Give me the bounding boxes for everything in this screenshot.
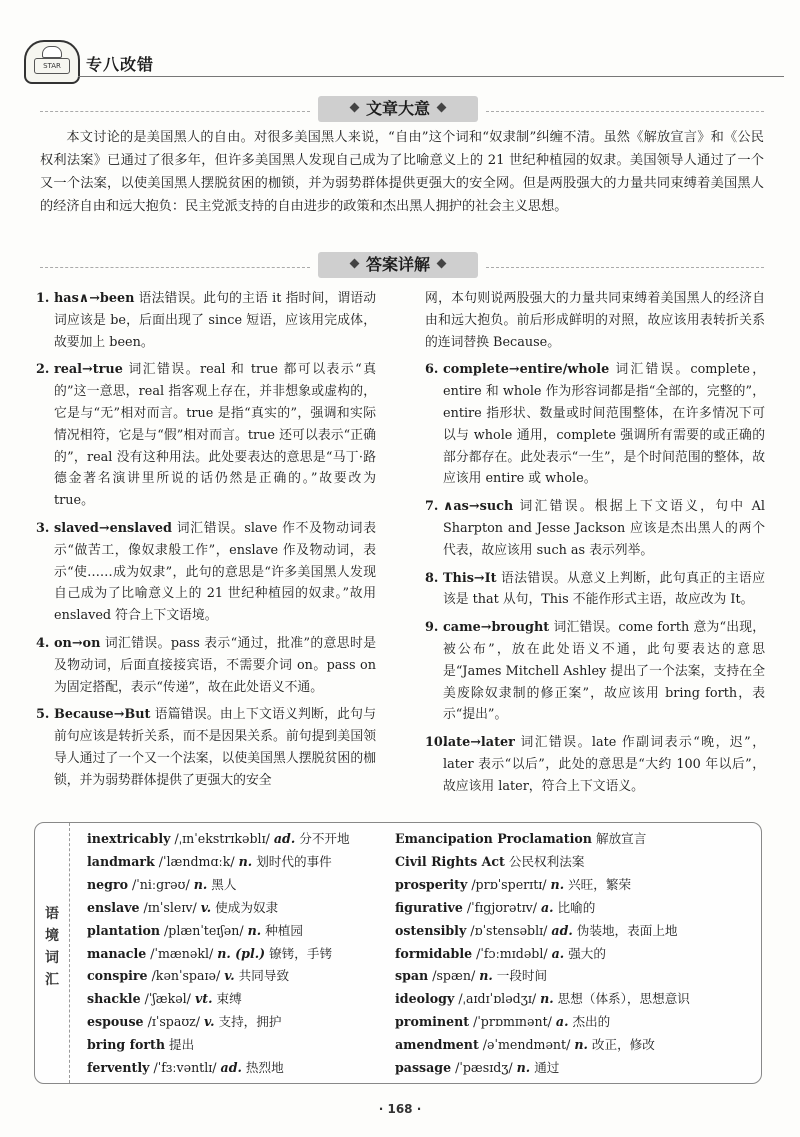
answer-item-6: 6. complete→entire/whole 词汇错误。complete，entire 和 whole 作为形容词都是指“全部的，完整的”，entire 指形状、数量或时间范围整体，在许多情况下可以与 whole 通用，complete 强调所有需要的或正确的部分都存在。此处表示“一生”，是个时间范围的整体，故应该用 entire 或 whole。 [425,362,765,487]
header-divider [78,76,784,77]
vocab-meaning: 伪装地，表面上地 [572,922,678,938]
vocab-entry [395,828,755,851]
vocab-phonetic: /ˌɪnˈekstrɪkəblɪ/ [170,831,274,846]
diamond-icon [350,259,360,269]
heading-rule-right [486,111,764,112]
logo-badge-icon [24,40,80,84]
vocab-entry [87,874,387,897]
vocab-phonetic: /ˈlændmɑːk/ [154,853,239,869]
vocab-word: passage [395,1060,452,1076]
summary-paragraph: 本文讨论的是美国黑人的自由。对很多美国黑人来说，“自由”这个词和“奴隶制”纠缠不清。虽然《解放宣言》和《公民权利法案》已通过了很多年，但许多美国黑人发现自己成为了比喻意义上的 21 世纪种植园的奴隶。美国领导人通过了一个又一个法案，以使美国黑人摆脱贫困的枷锁，并为弱势群体提供更强大的安全网。但是两股强大的力量共同束缚着美国黑人的经济自由和远大抱负：民主党派支持的自由进步的政策和杰出黑人拥护的社会主义思想。 [40,130,764,214]
answer-correction: slaved→enslaved [54,520,172,536]
answer-item-7: 7. ∧as→such 词汇错误。根据上下文语义，句中 Al Sharpton and Jesse Jackson 应该是杰出黑人的两个代表，故应该用 such as 表示列举。 [425,499,765,558]
vocab-meaning: 划时代的事件 [252,853,332,869]
vocab-entry [87,897,387,920]
answer-explanation: 词汇错误。late 作副词表示“晚，迟”，later 表示“以后”，此处的意思是“大约 100 年以后”，故应该用 later，符合上下文语义。 [443,735,765,794]
vocabulary-label: 语 境 词 汇 [45,906,59,988]
answers-heading: 答案详解 [365,255,430,274]
vocab-part-of-speech: v. [200,899,212,915]
section-header-title: 专八改错 [86,55,155,74]
vocab-phonetic: /ˈniːgrəʊ/ [128,876,194,892]
vocab-entry [87,1034,387,1057]
vocab-entry [395,1034,755,1057]
vocab-part-of-speech: a. [551,945,565,961]
answer-item-4: 4. on→on 词汇错误。pass 表示“通过，批准”的意思时是及物动词，后面直接接宾语，不需要介词 on。pass on 为固定搭配，表示“传递”，故在此处语义不通。 [36,635,376,695]
vocab-meaning: 黑人 [207,876,237,892]
vocab-entry [395,965,755,988]
vocab-part-of-speech: n. [574,1037,588,1053]
vocab-entry [87,851,387,874]
answer-item-5-continued [425,288,765,353]
vocab-word: shackle [87,991,141,1007]
answer-explanation: 词汇错误。pass 表示“通过，批准”的意思时是及物动词，后面直接接宾语，不需要介词 on。pass on 为固定搭配，表示“传递”，故在此处语义不通。 [54,635,376,695]
answers-heading-tag [318,252,478,278]
vocab-phonetic: /ɒˈstensəblɪ/ [466,922,552,938]
answer-explanation: 网，本句则说两股强大的力量共同束缚着美国黑人的经济自由和远大抱负。前后形成鲜明的对照，故应该用表转折关系的连词替换 Because。 [425,291,765,350]
vocab-phonetic: /spæn/ [428,968,480,984]
page-header [24,38,784,86]
vocabulary-column-right [395,828,755,1080]
vocab-meaning: 强大的 [564,945,606,961]
vocab-part-of-speech: v. [224,968,235,984]
summary-section-heading [0,96,800,126]
answer-explanation: 词汇错误。come forth 意为“出现，被公布”，放在此处语义不通，此句要表达的意思是“James Mitchell Ashley 提出了一个法案，支持在全美废除奴隶制的修正案”，故应该用 bring forth，表示“提出”。 [443,620,765,723]
vocab-phonetic: /ˈfɜːvəntlɪ/ [149,1060,221,1076]
answer-item-10: 10.late→later 词汇错误。late 作副词表示“晚，迟”，later 表示“以后”，此处的意思是“大约 100 年以后”，故应该用 later，符合上下文语义。 [425,735,765,794]
answer-explanation: 语篇错误。由上下文语义判断，此句与前句应该是转折关系，而不是因果关系。前句提到美国领导人通过了一个又一个法案，以使美国黑人摆脱贫困的枷锁，并为弱势群体提供了更强大的安全 [54,707,376,788]
vocab-word: enslave [87,899,140,915]
vocab-phonetic: /əˈmendmənt/ [478,1037,575,1053]
vocab-phonetic: /ˌaɪdɪˈɒlədʒɪ/ [454,991,541,1007]
vocab-meaning: 思想（体系），思想意识 [553,991,690,1007]
vocab-entry [395,897,755,920]
vocab-meaning: 束缚 [212,991,242,1007]
vocab-word: conspire [87,968,148,984]
vocab-phonetic: /plænˈteɪʃən/ [160,922,248,938]
vocab-meaning: 杰出的 [568,1014,611,1030]
answers-column-left [36,288,376,798]
answer-item-9: 9. came→brought 词汇错误。come forth 意为“出现，被公布”，放在此处语义不通，此句要表达的意思是“James Mitchell Ashley 提出了一个法案，支持在全美废除奴隶制的修正案”，故应该用 bring forth，表示“提出”。 [425,620,765,723]
vocabulary-column-left [87,828,387,1080]
vocab-word: negro [87,876,129,892]
vocab-entry [87,988,387,1011]
vocab-meaning: 种植园 [261,922,303,938]
logo-text: STAR [34,58,70,74]
vocab-entry [87,828,387,851]
cloud-icon [42,46,62,58]
diamond-icon [350,103,360,113]
answers-section-heading [0,252,800,282]
vocab-part-of-speech: vt. [194,991,213,1007]
heading-rule-left [40,267,310,268]
answer-correction: ∧as→such [443,499,514,515]
answer-correction: late→later [443,735,515,751]
answer-explanation: 词汇错误。根据上下文语义，句中 Al Sharpton and Jesse Jackson 应该是杰出黑人的两个代表，故应该用 such as 表示列举。 [443,499,765,558]
diamond-icon [437,103,447,113]
answer-explanation: 语法错误。此句的主语 it 指时间，谓语动词应该是 be，后面出现了 since 短语，应该用完成体，故要加上 been。 [54,291,376,350]
vocab-part-of-speech: a. [540,899,554,915]
answer-item-2: 2. real→true 词汇错误。real 和 true 都可以表示“真的”这一意思，real 指客观上存在，并非想象或虚构的，它是与“无”相对而言。true 是指“真实的”，强调和实际情况相符，它是与“假”相对而言。true 还可以表示“正确的”，real 没有这种用法。此处要表达的意思是“马丁·路德金著名演讲里所说的话仍然是正确的。”故要改为 true。 [36,362,376,509]
answer-explanation: 词汇错误。slave 作不及物动词表示“做苦工，像奴隶般工作”，enslave 作及物动词，表示“使……成为奴隶”，此句的意思是“许多美国黑人发现自己成为了比喻意义上的 21 世纪种植园的奴隶。”故用 enslaved 符合上下文语境。 [54,520,376,624]
vocab-word: prosperity [395,876,468,892]
vocab-word: Civil Rights Act [395,853,505,869]
answer-item-3: 3. slaved→enslaved 词汇错误。slave 作不及物动词表示“做苦工，像奴隶般工作”，enslave 作及物动词，表示“使……成为奴隶”，此句的意思是“许多美国黑人发现自己成为了比喻意义上的 21 世纪种植园的奴隶。”故用 enslaved 符合上下文语境。 [36,520,376,624]
vocab-entry [87,920,387,943]
vocab-word: formidable [395,945,473,961]
vocab-word: figurative [395,899,463,915]
answer-explanation: 词汇错误。real 和 true 都可以表示“真的”这一意思，real 指客观上存在，并非想象或虚构的，它是与“无”相对而言。true 是指“真实的”，强调和实际情况相符，它是与“假”相对而言。true 还可以表示“正确的”，real 没有这种用法。此处要表达的意思是“马丁·路德金著名演讲里所说的话仍然是正确的。”故要改为 true。 [54,362,376,509]
vocab-meaning: 提出 [169,1037,195,1053]
answers-column-right [425,288,765,804]
vocab-phonetic: /ˈprɒmɪnənt/ [469,1014,556,1030]
vocab-part-of-speech: n. (pl.) [217,945,266,961]
vocab-word: espouse [87,1014,144,1030]
vocab-meaning: 解放宣言 [595,831,647,846]
vocab-entry [395,851,755,874]
vocab-entry [87,943,387,966]
vocab-word: bring forth [87,1037,165,1053]
answer-correction: has∧→been [54,291,135,306]
vocab-meaning: 比喻的 [553,899,596,915]
vocab-word: landmark [87,853,155,869]
vocab-meaning: 兴旺，繁荣 [564,876,632,892]
vocab-part-of-speech: n. [479,968,493,984]
vocab-entry [395,920,755,943]
vocab-entry [87,1057,387,1080]
vocab-part-of-speech: n. [550,876,565,892]
vocab-phonetic: /ˈpæsɪdʒ/ [451,1060,517,1076]
vocab-part-of-speech: n. [247,922,262,938]
vocab-entry [395,874,755,897]
vocab-word: inextricably [87,831,171,846]
vocab-word: Emancipation Proclamation [395,831,592,846]
vocab-part-of-speech: a. [555,1014,569,1030]
answer-item-8: 8. This→It 语法错误。从意义上判断，此句真正的主语应该是 that 从句，This 不能作形式主语，故应改为 It。 [425,570,765,608]
vocab-phonetic: /ɪˈspaʊz/ [143,1014,205,1030]
vocab-phonetic: /ˈmænəkl/ [146,945,218,961]
vocab-entry [395,1011,755,1034]
vocab-part-of-speech: v. [204,1014,215,1030]
diamond-icon [437,259,447,269]
answer-correction: Because→But [54,707,151,723]
answer-correction: came→brought [443,620,550,636]
vocab-part-of-speech: n. [540,991,554,1007]
vocab-entry [87,965,387,988]
vocab-meaning: 公民权利法案 [508,853,585,869]
heading-rule-right [486,267,764,268]
vocab-meaning: 通过 [530,1060,560,1076]
vocab-meaning: 改正，修改 [587,1037,655,1053]
vocab-word: fervently [87,1060,150,1076]
vocab-word: amendment [395,1037,479,1053]
summary-heading: 文章大意 [365,99,430,118]
vocab-meaning: 使成为奴隶 [211,899,279,915]
vocab-word: ideology [395,991,455,1007]
vocab-meaning: 分不开地 [295,831,350,846]
answer-correction: complete→entire/whole [443,362,610,378]
vocab-part-of-speech: n. [516,1060,531,1076]
vocabulary-tab [35,823,70,1083]
vocab-entry [395,988,755,1011]
vocab-phonetic: /ɪnˈsleɪv/ [139,899,201,915]
summary-heading-tag [318,96,478,122]
answer-item-1: 1. has∧→been 语法错误。此句的主语 it 指时间，谓语动词应该是 be，后面出现了 since 短语，应该用完成体，故要加上 been。 [36,291,376,350]
answer-explanation: 语法错误。从意义上判断，此句真正的主语应该是 that 从句，This 不能作形式主语，故应改为 It。 [443,570,765,608]
vocab-entry [395,1057,755,1080]
vocab-word: ostensibly [395,922,467,938]
vocab-part-of-speech: ad. [551,922,573,938]
vocab-meaning: 支持，拥护 [214,1014,282,1030]
vocab-word: plantation [87,922,161,938]
vocab-word: prominent [395,1014,470,1030]
vocab-part-of-speech: ad. [273,831,296,846]
vocab-phonetic: /kənˈspaɪə/ [147,968,225,984]
page-number: · 168 · [378,1102,422,1116]
answer-correction: This→It [443,570,497,586]
heading-rule-left [40,111,310,112]
vocab-word: span [395,968,429,984]
answer-explanation: 词汇错误。complete，entire 和 whole 作为形容词都是指“全部的，完整的”，entire 指形状、数量或时间范围整体，在许多情况下可以与 whole 通用，complete 强调所有需要的或正确的部分都存在。此处表示“一生”，是个时间范围的整体，故应该用 entire 或 whole。 [443,362,765,487]
vocab-meaning: 镣铐，手铐 [265,945,333,961]
vocab-word: manacle [87,945,147,961]
vocabulary-box [34,822,762,1084]
vocab-phonetic: /ˈʃækəl/ [140,991,195,1007]
answer-correction: on→on [54,635,101,651]
vocab-phonetic: /prɒˈsperɪtɪ/ [467,876,551,892]
vocab-phonetic: /ˈfɪgjʊrətɪv/ [462,899,541,915]
answer-item-5: 5. Because→But 语篇错误。由上下文语义判断，此句与前句应该是转折关系，而不是因果关系。前句提到美国领导人通过了一个又一个法案，以使美国黑人摆脱贫困的枷锁，并为弱势群体提供了更强大的安全 [36,707,376,788]
answer-correction: real→true [54,362,123,378]
vocab-meaning: 一段时间 [492,968,548,984]
vocab-part-of-speech: n. [238,853,253,869]
vocab-part-of-speech: n. [193,876,208,892]
vocab-meaning: 热烈地 [241,1060,284,1076]
vocab-phonetic: /ˈfɔːmɪdəbl/ [472,945,552,961]
vocab-meaning: 共同导致 [234,968,290,984]
vocab-entry [395,943,755,966]
vocab-entry [87,1011,387,1034]
vocab-part-of-speech: ad. [220,1060,242,1076]
